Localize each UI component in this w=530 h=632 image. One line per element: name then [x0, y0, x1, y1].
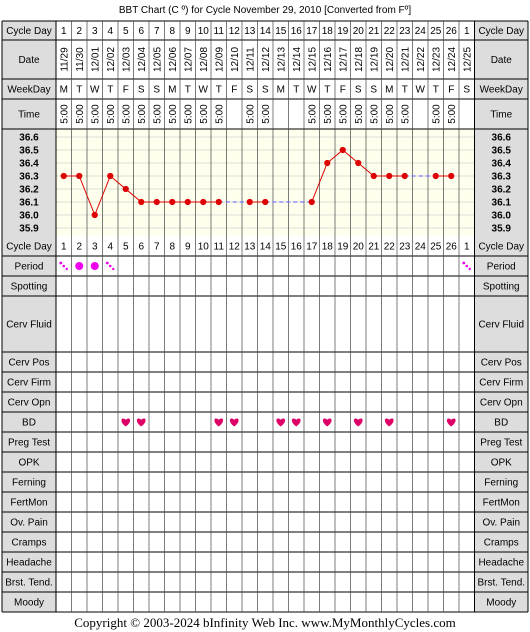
cycle-day-cell: 17: [306, 26, 318, 37]
cycle-day-cell-bottom: 19: [337, 241, 349, 253]
date-cell: 12/10: [229, 46, 241, 73]
date-cell: 12/16: [322, 46, 334, 73]
temp-point: [402, 173, 408, 179]
time-cell: 5:00: [183, 104, 195, 124]
time-cell: 5:00: [322, 104, 334, 124]
date-cell: 12/24: [446, 46, 458, 73]
weekday-cell: S: [261, 84, 269, 96]
time-cell: 5:00: [136, 104, 148, 124]
label-preg-test-right: Preg Test: [480, 437, 523, 449]
cycle-day-cell: 6: [138, 26, 145, 37]
weekday-cell: T: [293, 84, 300, 96]
y-tick-right: 36.3: [491, 171, 511, 183]
cycle-day-cell-bottom: 17: [306, 241, 318, 253]
cycle-day-cell: 9: [184, 26, 191, 37]
cycle-day-cell: 18: [321, 26, 333, 37]
time-cell: 5:00: [353, 104, 365, 124]
time-cell: 5:00: [369, 104, 381, 124]
label-period-left: Period: [14, 261, 44, 273]
temp-point: [92, 212, 98, 218]
period-light-dot: [112, 268, 114, 270]
cycle-day-cell: 7: [153, 26, 160, 37]
temp-point: [169, 199, 175, 205]
date-cell: 12/06: [167, 46, 179, 73]
label-cerv-pos-right: Cerv Pos: [480, 357, 522, 369]
y-tick-left: 36.1: [19, 197, 39, 209]
time-cell: 5:00: [446, 104, 458, 124]
label-spotting-left: Spotting: [10, 281, 48, 293]
weekday-cell: M: [168, 84, 177, 96]
cycle-day-cell: 24: [414, 26, 426, 37]
period-light-dot: [109, 265, 112, 268]
label-fertmon-right: FertMon: [482, 497, 520, 509]
period-light-dot: [106, 262, 109, 265]
cycle-day-cell-bottom: 10: [197, 241, 209, 253]
cycle-day-cell: 19: [337, 26, 349, 37]
chart-title: BBT Chart (C º) for Cycle November 29, 2010 [Converted from Fº]: [118, 5, 412, 16]
weekday-cell: S: [370, 84, 378, 96]
cycle-day-cell-bottom: 3: [91, 241, 98, 253]
label-ferning-left: Ferning: [12, 477, 46, 489]
cycle-day-cell: 22: [383, 26, 395, 37]
label-cerv-fluid-left: Cerv Fluid: [6, 319, 52, 331]
weekday-cell: M: [59, 84, 68, 96]
cycle-day-cell-bottom: 12: [228, 241, 240, 253]
time-cell: 5:00: [400, 104, 412, 124]
label-cycle-day-bottom-right: Cycle Day: [478, 241, 525, 253]
time-cell: 5:00: [59, 104, 71, 124]
label-fertmon-left: FertMon: [10, 497, 48, 509]
label-opk-left: OPK: [18, 457, 40, 469]
label-cerv-fluid-right: Cerv Fluid: [478, 319, 525, 331]
date-cell: 12/21: [400, 46, 412, 73]
time-cell: 5:00: [338, 104, 350, 124]
cycle-day-cell: 12: [228, 26, 240, 37]
cycle-day-cell: 1: [60, 26, 67, 37]
label-weekday-left: WeekDay: [7, 84, 51, 96]
cycle-day-cell-bottom: 21: [368, 241, 380, 253]
cycle-day-cell: 14: [259, 26, 271, 37]
cycle-day-cell-bottom: 25: [430, 241, 442, 253]
date-cell: 12/11: [245, 47, 257, 72]
time-cell: 5:00: [384, 104, 396, 124]
date-cell: 12/07: [183, 46, 195, 73]
weekday-cell: S: [354, 84, 362, 96]
cycle-day-cell: 15: [275, 26, 287, 37]
temp-point: [386, 173, 392, 179]
time-cell: 5:00: [121, 104, 133, 124]
cycle-day-cell-bottom: 14: [259, 241, 271, 253]
y-tick-right: 36.5: [491, 145, 511, 157]
time-cell: 5:00: [105, 104, 117, 124]
temp-point: [76, 173, 82, 179]
label-cycle-day-right: Cycle Day: [478, 26, 525, 37]
date-cell: 12/15: [307, 46, 319, 73]
label-time-right: Time: [490, 109, 513, 121]
weekday-cell: W: [307, 84, 317, 96]
date-cell: 12/02: [105, 46, 117, 73]
period-light-dot: [465, 265, 468, 268]
cycle-day-cell-bottom: 6: [138, 241, 145, 253]
label-cerv-firm-left: Cerv Firm: [7, 377, 51, 389]
cycle-day-cell: 13: [244, 26, 256, 37]
label-opk-right: OPK: [490, 457, 512, 469]
label-cerv-firm-right: Cerv Firm: [479, 377, 524, 389]
weekday-cell: M: [276, 84, 285, 96]
date-cell: 11/29: [59, 47, 71, 72]
date-cell: 12/04: [136, 46, 148, 73]
label-date-left: Date: [18, 55, 40, 66]
y-tick-right: 35.9: [491, 223, 511, 235]
label-cerv-opn-left: Cerv Opn: [7, 397, 51, 409]
date-cell: 12/12: [260, 46, 272, 73]
date-cell: 12/17: [338, 46, 350, 73]
weekday-cell: W: [198, 84, 208, 96]
period-light-dot: [66, 268, 68, 270]
cycle-day-cell-bottom: 11: [213, 241, 224, 253]
temp-point: [154, 199, 160, 205]
temp-point: [216, 199, 222, 205]
y-tick-right: 36.6: [491, 132, 511, 144]
temp-point: [355, 160, 361, 166]
label-bd-right: BD: [494, 417, 509, 429]
weekday-cell: T: [107, 84, 114, 96]
date-cell: 12/14: [291, 46, 303, 73]
cycle-day-cell-bottom: 5: [122, 241, 129, 253]
period-heavy-dot: [75, 262, 83, 270]
label-bd-left: BD: [22, 417, 36, 429]
time-cell: 5:00: [307, 104, 319, 124]
y-tick-left: 36.0: [19, 210, 39, 222]
label-headache-left: Headache: [6, 557, 52, 569]
temp-point: [185, 199, 191, 205]
label-date-right: Date: [490, 55, 512, 66]
label-period-right: Period: [486, 261, 516, 273]
time-cell: 5:00: [74, 104, 86, 124]
weekday-cell: F: [448, 84, 455, 96]
date-cell: 12/23: [431, 46, 443, 73]
cycle-day-cell-bottom: 2: [76, 241, 83, 253]
y-tick-right: 36.1: [491, 197, 511, 209]
cycle-day-cell: 23: [399, 26, 411, 37]
cycle-day-cell: 4: [107, 26, 114, 37]
copyright-text[interactable]: Copyright © 2003-2024 bInfinity Web Inc. www.MyMonthlyCycles.com: [74, 615, 456, 630]
cycle-day-cell-bottom: 18: [321, 241, 333, 253]
temp-point: [371, 173, 377, 179]
y-tick-left: 35.9: [19, 223, 39, 235]
label-cramps-right: Cramps: [483, 537, 519, 549]
label-cycle-day-bottom-left: Cycle Day: [6, 241, 52, 253]
date-cell: 12/05: [152, 46, 164, 73]
time-cell: 5:00: [167, 104, 179, 124]
cycle-day-cell: 1: [463, 26, 470, 37]
cycle-day-cell: 16: [290, 26, 302, 37]
cycle-day-cell: 5: [122, 26, 129, 37]
date-cell: 12/19: [369, 46, 381, 73]
time-cell: 5:00: [431, 104, 443, 124]
y-tick-left: 36.3: [19, 171, 39, 183]
cycle-day-cell: 26: [445, 26, 457, 37]
weekday-cell: T: [401, 84, 408, 96]
cycle-day-cell: 10: [197, 26, 209, 37]
cycle-day-cell-bottom: 24: [414, 241, 426, 253]
time-cell: 5:00: [214, 104, 226, 124]
y-tick-left: 36.6: [19, 132, 39, 144]
weekday-cell: T: [76, 84, 83, 96]
weekday-cell: T: [184, 84, 191, 96]
period-light-dot: [59, 262, 62, 265]
date-cell: 12/25: [462, 46, 474, 73]
temp-point: [309, 199, 315, 205]
date-cell: 11/30: [74, 47, 86, 72]
cycle-day-cell-bottom: 1: [463, 241, 470, 253]
label-moody-right: Moody: [486, 597, 517, 609]
y-tick-right: 36.2: [491, 184, 511, 196]
cycle-day-cell-bottom: 20: [352, 241, 364, 253]
temp-point: [123, 186, 129, 192]
date-cell: 12/08: [198, 46, 210, 73]
label-headache-right: Headache: [478, 557, 525, 569]
label-ferning-right: Ferning: [484, 477, 519, 489]
temp-point: [448, 173, 454, 179]
temp-point: [340, 147, 346, 153]
weekday-cell: F: [231, 84, 238, 96]
label-brst-tend-right: Brst. Tend.: [477, 577, 526, 589]
temp-point: [324, 160, 330, 166]
weekday-cell: W: [90, 84, 100, 96]
weekday-cell: S: [137, 84, 145, 96]
time-cell: 5:00: [152, 104, 164, 124]
label-weekday-right: WeekDay: [479, 84, 523, 96]
cycle-day-cell-bottom: 8: [169, 241, 176, 253]
period-light-dot: [462, 262, 465, 265]
cycle-day-cell-bottom: 16: [290, 241, 302, 253]
time-cell: 5:00: [245, 104, 257, 124]
y-tick-left: 36.2: [19, 184, 39, 196]
cycle-day-cell: 25: [430, 26, 442, 37]
label-ov-pain-right: Ov. Pain: [482, 517, 521, 529]
label-moody-left: Moody: [13, 597, 45, 609]
label-spotting-right: Spotting: [482, 281, 520, 293]
label-cerv-opn-right: Cerv Opn: [479, 397, 523, 409]
cycle-day-cell-bottom: 26: [445, 241, 457, 253]
y-tick-left: 36.5: [19, 145, 39, 157]
cycle-day-cell-bottom: 1: [60, 241, 67, 253]
weekday-cell: S: [153, 84, 161, 96]
cycle-day-cell: 2: [76, 26, 83, 37]
label-cycle-day-left: Cycle Day: [6, 26, 52, 37]
cycle-day-cell-bottom: 23: [399, 241, 411, 253]
cycle-day-cell: 21: [368, 26, 380, 37]
period-heavy-dot: [91, 262, 99, 270]
weekday-cell: T: [324, 84, 331, 96]
date-cell: 12/18: [353, 46, 365, 73]
temp-point: [61, 173, 67, 179]
weekday-cell: T: [432, 84, 439, 96]
cycle-day-cell-bottom: 4: [107, 241, 114, 253]
date-cell: 12/13: [276, 46, 288, 73]
time-cell: 5:00: [198, 104, 210, 124]
temp-point: [138, 199, 144, 205]
y-tick-right: 36.0: [491, 210, 511, 222]
weekday-cell: S: [463, 84, 471, 96]
cycle-day-cell-bottom: 9: [184, 241, 191, 253]
temp-point: [107, 173, 113, 179]
weekday-cell: W: [415, 84, 425, 96]
cycle-day-cell: 20: [352, 26, 364, 37]
date-cell: 12/01: [90, 46, 102, 73]
temp-point: [433, 173, 439, 179]
cycle-day-cell: 8: [169, 26, 176, 37]
weekday-cell: F: [122, 84, 129, 96]
weekday-cell: T: [215, 84, 222, 96]
y-tick-left: 36.4: [19, 158, 39, 170]
date-cell: 12/03: [121, 46, 133, 73]
cycle-day-cell: 11: [213, 26, 224, 37]
temp-point: [262, 199, 268, 205]
time-cell: 5:00: [90, 104, 102, 124]
label-brst-tend-left: Brst. Tend.: [5, 577, 53, 589]
time-cell: 5:00: [260, 104, 272, 124]
cycle-day-cell: 3: [91, 26, 98, 37]
weekday-cell: F: [339, 84, 346, 96]
period-light-dot: [62, 265, 65, 268]
label-ov-pain-left: Ov. Pain: [10, 517, 48, 529]
weekday-cell: S: [246, 84, 254, 96]
temp-point: [247, 199, 253, 205]
label-cerv-pos-left: Cerv Pos: [8, 357, 50, 369]
cycle-day-cell-bottom: 13: [244, 241, 256, 253]
label-time-left: Time: [18, 109, 40, 121]
label-preg-test-left: Preg Test: [7, 437, 51, 449]
temp-point: [200, 199, 206, 205]
period-light-dot: [469, 268, 471, 270]
cycle-day-cell-bottom: 7: [153, 241, 160, 253]
label-cramps-left: Cramps: [11, 537, 47, 549]
y-tick-right: 36.4: [491, 158, 511, 170]
date-cell: 12/20: [384, 46, 396, 73]
weekday-cell: M: [385, 84, 394, 96]
cycle-day-cell-bottom: 15: [275, 241, 287, 253]
date-cell: 12/09: [214, 46, 226, 73]
date-cell: 12/22: [415, 46, 427, 73]
cycle-day-cell-bottom: 22: [383, 241, 395, 253]
